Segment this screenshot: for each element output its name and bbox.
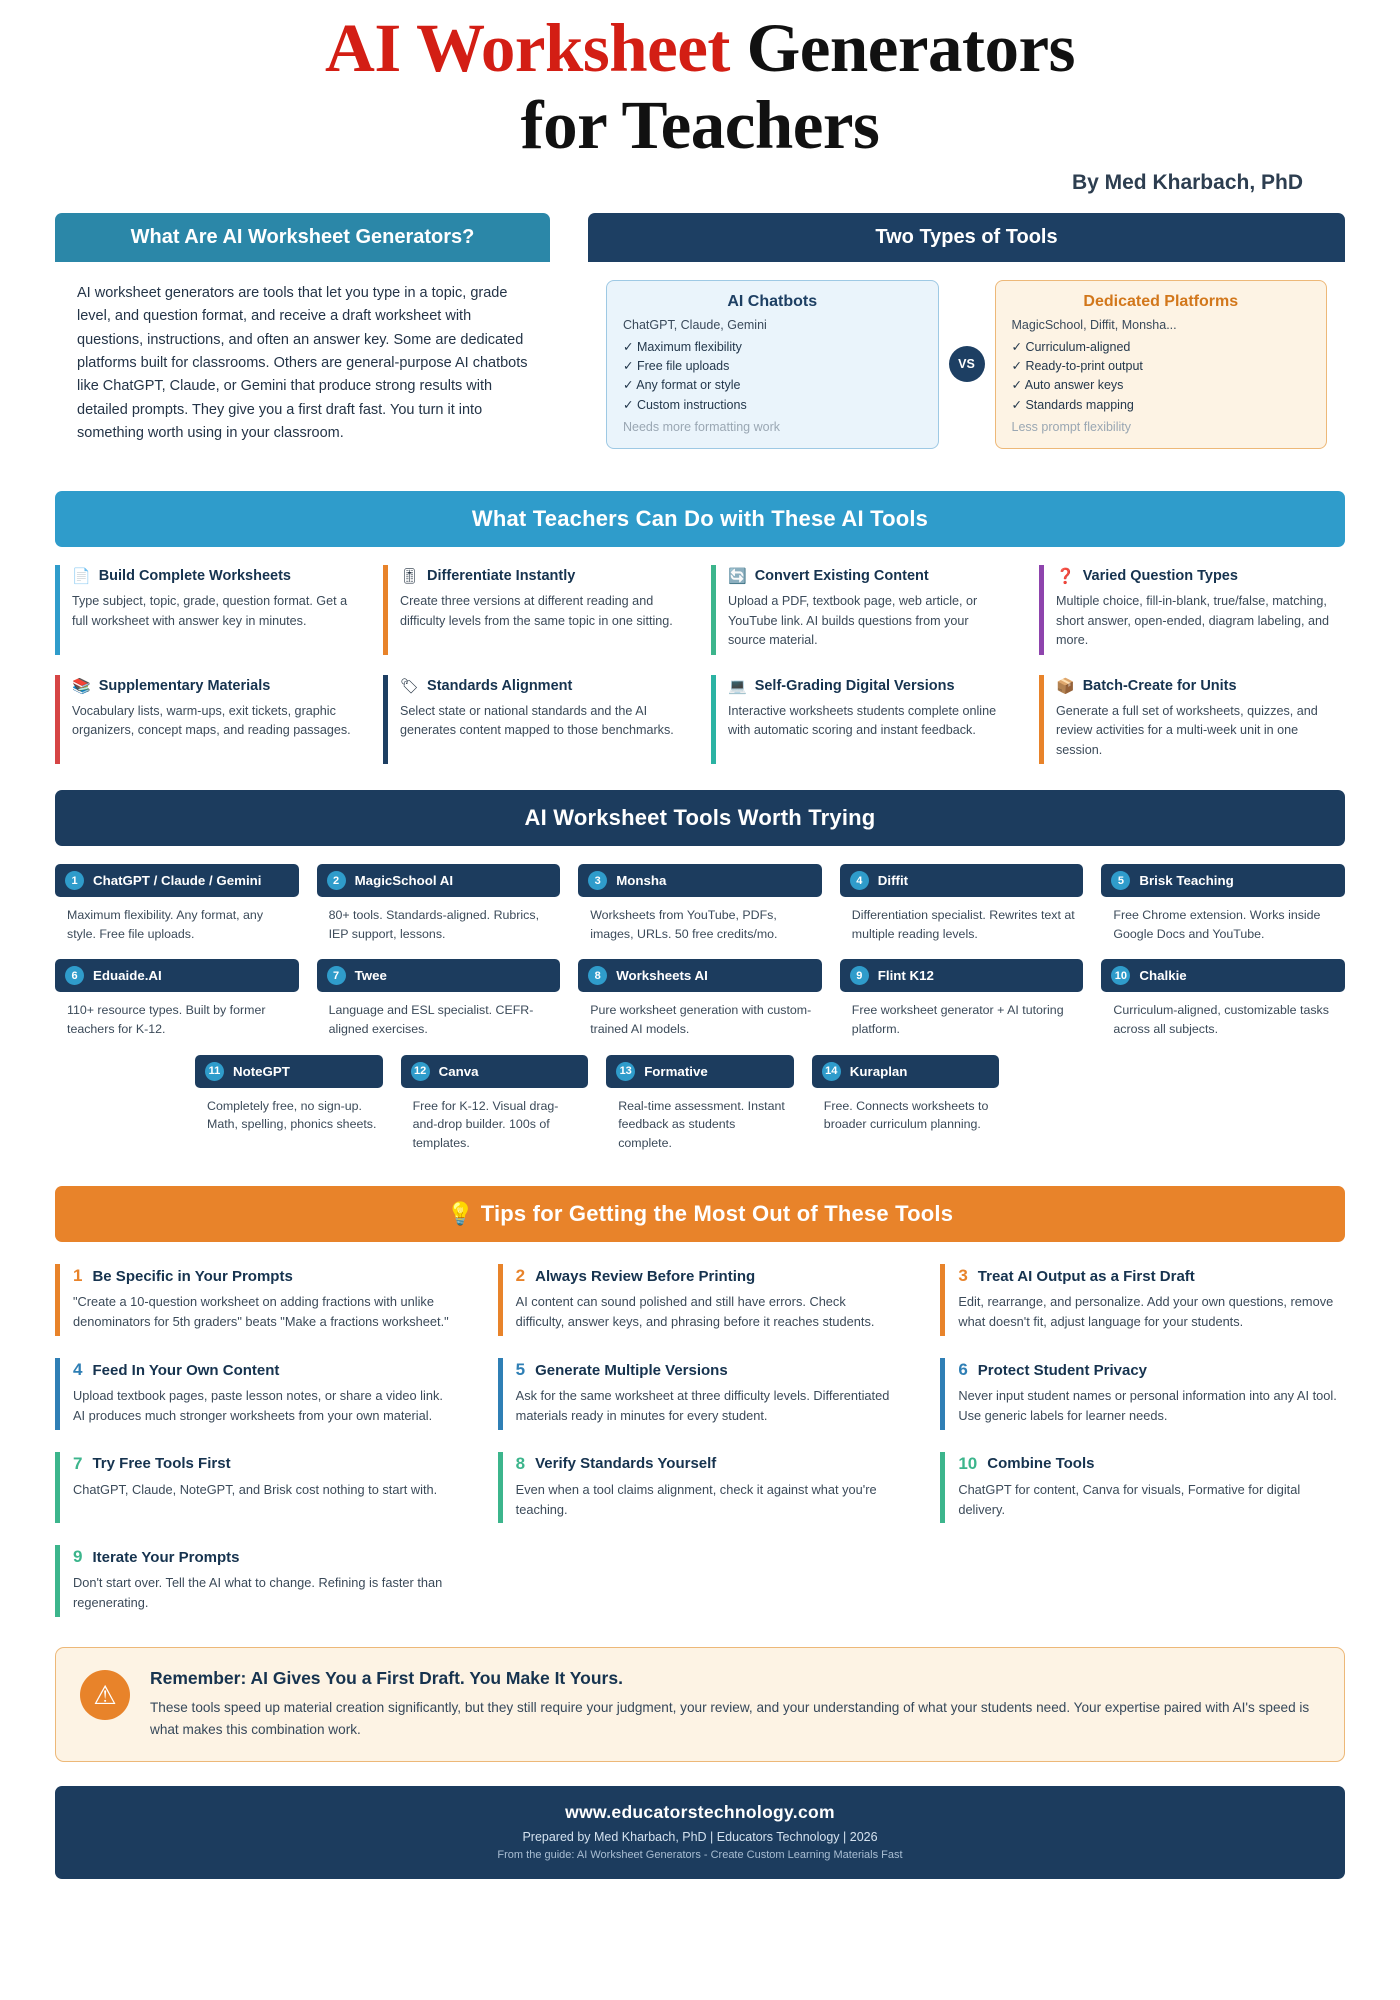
warning-icon: ⚠ bbox=[80, 1670, 130, 1720]
platforms-point: ✓ Standards mapping bbox=[1011, 397, 1134, 412]
tool-number: 8 bbox=[588, 966, 607, 985]
tools-heading: AI Worksheet Tools Worth Trying bbox=[55, 790, 1345, 846]
remember-callout bbox=[55, 1647, 1345, 1762]
tip-card bbox=[940, 1452, 1345, 1524]
tools-grid-row1 bbox=[55, 864, 1345, 943]
tip-card bbox=[498, 1264, 903, 1336]
capability-desc: Upload a PDF, textbook page, web article, or YouTube link. AI builds questions from your source material. bbox=[728, 594, 978, 648]
capability-desc: Create three versions at different reading and difficulty levels from the same topic in one sitting. bbox=[400, 594, 673, 628]
tool-number: 12 bbox=[411, 1062, 430, 1081]
page-title bbox=[55, 10, 1345, 165]
tool-desc: Completely free, no sign-up. Math, spelling, phonics sheets. bbox=[207, 1098, 377, 1132]
tool-card[interactable] bbox=[195, 1055, 383, 1153]
tip-desc: Even when a tool claims alignment, check it against what you're teaching. bbox=[515, 1481, 877, 1517]
tool-name: Monsha bbox=[616, 873, 667, 889]
tip-title: Try Free Tools First bbox=[92, 1455, 231, 1473]
chatbots-point: ✓ Any format or style bbox=[623, 378, 741, 393]
chatbots-point: ✓ Custom instructions bbox=[623, 397, 747, 412]
tool-card[interactable] bbox=[840, 864, 1084, 943]
tip-title: Iterate Your Prompts bbox=[92, 1548, 240, 1566]
capability-card bbox=[383, 565, 689, 655]
platforms-point: ✓ Ready-to-print output bbox=[1011, 358, 1143, 373]
platforms-title: Dedicated Platforms bbox=[1083, 292, 1239, 310]
tool-card[interactable] bbox=[578, 959, 822, 1038]
chatbots-note: Needs more formatting work bbox=[623, 420, 781, 435]
capability-desc: Multiple choice, fill-in-blank, true/false, matching, short answer, open-ended, diagram labeling, and more. bbox=[1056, 594, 1330, 648]
tool-number: 5 bbox=[1111, 871, 1130, 890]
tool-desc: Free for K-12. Visual drag-and-drop builder. 100s of templates. bbox=[412, 1098, 559, 1150]
capability-card bbox=[383, 675, 689, 765]
tool-number: 3 bbox=[588, 871, 607, 890]
tip-number: 4 bbox=[73, 1360, 83, 1380]
types-body bbox=[588, 262, 1345, 470]
tip-number: 8 bbox=[515, 1453, 526, 1473]
tip-card bbox=[55, 1452, 460, 1524]
footer-site-url[interactable]: www.educatorstechnology.com bbox=[565, 1801, 835, 1822]
tool-card[interactable] bbox=[812, 1055, 1000, 1153]
capability-card bbox=[55, 565, 361, 655]
tool-name: NoteGPT bbox=[233, 1063, 290, 1079]
tip-number: 5 bbox=[515, 1360, 526, 1380]
chatbots-point: ✓ Maximum flexibility bbox=[623, 339, 742, 354]
capabilities-grid bbox=[55, 565, 1345, 764]
tip-card bbox=[55, 1545, 460, 1617]
tool-name: Formative bbox=[644, 1063, 708, 1079]
tool-number: 7 bbox=[327, 966, 346, 985]
tip-title: Combine Tools bbox=[987, 1455, 1095, 1473]
remember-title: Remember: AI Gives You a First Draft. You Make It Yours. bbox=[150, 1668, 623, 1689]
capability-title: Build Complete Worksheets bbox=[98, 568, 291, 585]
tips-grid bbox=[55, 1264, 1345, 1617]
tip-card bbox=[498, 1358, 903, 1430]
chatbots-point: ✓ Free file uploads bbox=[623, 358, 730, 373]
tool-card[interactable] bbox=[317, 959, 561, 1038]
chatbots-sub: ChatGPT, Claude, Gemini bbox=[623, 317, 767, 332]
capability-desc: Type subject, topic, grade, question format. Get a full worksheet with answer key in minutes. bbox=[72, 594, 348, 628]
capability-title: Standards Alignment bbox=[427, 677, 573, 694]
title-part-red: AI Worksheet bbox=[325, 10, 730, 86]
tip-desc: Ask for the same worksheet at three difficulty levels. Differentiated materials ready in minutes for every student. bbox=[515, 1388, 890, 1423]
tool-desc: Pure worksheet generation with custom-trained AI models. bbox=[590, 1003, 812, 1036]
tool-name: Flint K12 bbox=[877, 968, 934, 984]
tool-card[interactable] bbox=[317, 864, 561, 943]
tool-desc: Differentiation specialist. Rewrites text at multiple reading levels. bbox=[851, 908, 1075, 941]
tip-desc: ChatGPT for content, Canva for visuals, Formative for digital delivery. bbox=[958, 1481, 1301, 1517]
tool-desc: Free worksheet generator + AI tutoring platform. bbox=[851, 1003, 1064, 1036]
tool-desc: Worksheets from YouTube, PDFs, images, URLs. 50 free credits/mo. bbox=[590, 908, 778, 941]
capability-card bbox=[1039, 565, 1345, 655]
slider-icon: 🎚 bbox=[400, 568, 420, 586]
capability-title: Varied Question Types bbox=[1082, 568, 1238, 585]
tip-title: Always Review Before Printing bbox=[535, 1267, 756, 1285]
tool-name: Worksheets AI bbox=[616, 968, 708, 984]
tip-desc: Edit, rearrange, and personalize. Add your own questions, remove what doesn't fit, adjust language for your students. bbox=[958, 1294, 1334, 1330]
tool-number: 2 bbox=[327, 871, 346, 890]
tool-card[interactable] bbox=[1101, 959, 1345, 1038]
type-card-chatbots bbox=[606, 280, 939, 450]
footer-guide-note: From the guide: AI Worksheet Generators - Create Custom Learning Materials Fast bbox=[497, 1848, 903, 1861]
tool-number: 14 bbox=[822, 1062, 841, 1081]
tip-number: 9 bbox=[73, 1547, 83, 1567]
tool-number: 11 bbox=[205, 1062, 224, 1081]
platforms-point: ✓ Curriculum-aligned bbox=[1011, 339, 1131, 354]
tip-desc: AI content can sound polished and still have errors. Check difficulty, answer keys, and phrasing before it reaches students. bbox=[515, 1294, 875, 1330]
intro-heading: What Are AI Worksheet Generators? bbox=[55, 213, 550, 262]
tool-number: 9 bbox=[850, 966, 869, 985]
platforms-sub: MagicSchool, Diffit, Monsha... bbox=[1011, 317, 1177, 332]
capability-desc: Select state or national standards and the AI generates content mapped to those benchmarks. bbox=[400, 703, 674, 738]
tip-desc: Don't start over. Tell the AI what to change. Refining is faster than regenerating. bbox=[73, 1575, 443, 1611]
tool-card[interactable] bbox=[578, 864, 822, 943]
tool-desc: 80+ tools. Standards-aligned. Rubrics, IEP support, lessons. bbox=[328, 908, 540, 941]
tool-number: 4 bbox=[850, 871, 869, 890]
question-icon: ❓ bbox=[1056, 568, 1075, 586]
tools-grid-row3 bbox=[55, 1055, 1345, 1153]
tip-card bbox=[55, 1358, 460, 1430]
tool-number: 1 bbox=[65, 871, 84, 890]
capability-desc: Interactive worksheets students complete online with automatic scoring and instant feedback. bbox=[728, 703, 997, 738]
title-part-black: Generators bbox=[729, 10, 1075, 86]
capability-title: Self-Grading Digital Versions bbox=[754, 677, 955, 694]
platforms-note: Less prompt flexibility bbox=[1011, 420, 1131, 435]
tip-title: Be Specific in Your Prompts bbox=[92, 1267, 293, 1285]
title-line-2: for Teachers bbox=[520, 87, 880, 164]
tip-title: Feed In Your Own Content bbox=[92, 1361, 280, 1379]
capability-desc: Vocabulary lists, warm-ups, exit tickets, graphic organizers, concept maps, and reading passages. bbox=[72, 703, 351, 738]
tool-name: Canva bbox=[438, 1063, 479, 1079]
tool-desc: Free Chrome extension. Works inside Google Docs and YouTube. bbox=[1113, 908, 1321, 941]
types-heading: Two Types of Tools bbox=[588, 213, 1345, 262]
page-header bbox=[55, 0, 1345, 195]
document-icon: 📄 bbox=[72, 568, 91, 586]
type-card-platforms bbox=[995, 280, 1328, 450]
capability-desc: Generate a full set of worksheets, quizzes, and review activities for a multi-week unit in one session. bbox=[1056, 703, 1318, 757]
tip-card bbox=[55, 1264, 460, 1336]
capability-title: Batch-Create for Units bbox=[1082, 677, 1237, 694]
tip-number: 2 bbox=[515, 1266, 526, 1286]
tool-name: Chalkie bbox=[1139, 968, 1187, 984]
box-icon: 📦 bbox=[1056, 677, 1075, 695]
tip-number: 7 bbox=[73, 1453, 83, 1473]
tip-desc: "Create a 10-question worksheet on adding fractions with unlike denominators for 5th graders" beats "Make a fractions worksheet." bbox=[73, 1294, 449, 1330]
page-footer bbox=[55, 1786, 1345, 1879]
capability-title: Supplementary Materials bbox=[98, 677, 271, 694]
tip-desc: ChatGPT, Claude, NoteGPT, and Brisk cost nothing to start with. bbox=[73, 1481, 438, 1497]
tip-desc: Upload textbook pages, paste lesson notes, or share a video link. AI produces much stronger worksheets from your own material. bbox=[73, 1388, 443, 1423]
types-panel bbox=[588, 213, 1345, 470]
capability-card bbox=[1039, 675, 1345, 765]
tool-number: 13 bbox=[616, 1062, 635, 1081]
tip-number: 1 bbox=[73, 1266, 83, 1286]
capability-title: Convert Existing Content bbox=[754, 568, 929, 585]
intro-body: AI worksheet generators are tools that let you type in a topic, grade level, and question format, and receive a draft worksheet with questions, instructions, and often an answer key. Some are dedicated platforms built for classrooms. Others are general-purpose AI chatbots like ChatGPT, Claude, or Gemini that produce strong results with detailed prompts. They give you a first draft fast. You turn it into something worth using in your classroom. bbox=[55, 262, 550, 464]
footer-prepared-by: Prepared by Med Kharbach, PhD | Educators Technology | 2026 bbox=[522, 1829, 878, 1844]
laptop-icon: 💻 bbox=[728, 677, 747, 695]
tip-card bbox=[940, 1264, 1345, 1336]
tool-card[interactable] bbox=[401, 1055, 589, 1153]
tip-title: Treat AI Output as a First Draft bbox=[977, 1267, 1195, 1285]
tool-card[interactable] bbox=[606, 1055, 794, 1153]
tool-desc: Maximum flexibility. Any format, any style. Free file uploads. bbox=[67, 908, 264, 941]
intro-panel bbox=[55, 213, 550, 470]
tool-name: Kuraplan bbox=[849, 1063, 908, 1079]
vs-badge: VS bbox=[949, 346, 985, 382]
tool-desc: Curriculum-aligned, customizable tasks across all subjects. bbox=[1113, 1003, 1329, 1036]
tool-name: MagicSchool AI bbox=[354, 873, 454, 889]
tool-name: Diffit bbox=[877, 873, 909, 889]
tool-desc: 110+ resource types. Built by former teachers for K-12. bbox=[67, 1003, 266, 1036]
remember-text: These tools speed up material creation significantly, but they still require your judgment, your review, and your understanding of what your students need. Your expertise paired with AI's speed is what makes this combination work. bbox=[150, 1700, 1310, 1737]
tip-card bbox=[940, 1358, 1345, 1430]
tag-icon: 🏷 bbox=[400, 677, 420, 695]
top-row bbox=[55, 213, 1345, 470]
books-icon: 📚 bbox=[72, 677, 91, 695]
convert-icon: 🔄 bbox=[728, 568, 747, 586]
tools-grid-row2 bbox=[55, 959, 1345, 1038]
tip-number: 10 bbox=[958, 1453, 978, 1473]
tool-desc: Language and ESL specialist. CEFR-aligned exercises. bbox=[328, 1003, 534, 1036]
capabilities-heading: What Teachers Can Do with These AI Tools bbox=[55, 491, 1345, 547]
tip-card bbox=[498, 1452, 903, 1524]
tool-card[interactable] bbox=[840, 959, 1084, 1038]
tip-title: Verify Standards Yourself bbox=[535, 1455, 717, 1473]
tool-desc: Free. Connects worksheets to broader curriculum planning. bbox=[823, 1098, 989, 1132]
tool-card[interactable] bbox=[55, 959, 299, 1038]
chatbots-title: AI Chatbots bbox=[727, 292, 818, 310]
tool-name: Eduaide.AI bbox=[93, 968, 162, 984]
platforms-point: ✓ Auto answer keys bbox=[1011, 378, 1124, 393]
tool-card[interactable] bbox=[55, 864, 299, 943]
tool-desc: Real-time assessment. Instant feedback as students complete. bbox=[618, 1098, 785, 1150]
capability-card bbox=[711, 565, 1017, 655]
tip-number: 3 bbox=[958, 1266, 968, 1286]
tip-desc: Never input student names or personal information into any AI tool. Use generic labels for learner needs. bbox=[958, 1388, 1337, 1423]
tip-title: Protect Student Privacy bbox=[977, 1361, 1148, 1379]
tool-number: 6 bbox=[65, 966, 84, 985]
tip-number: 6 bbox=[958, 1360, 968, 1380]
capability-title: Differentiate Instantly bbox=[427, 568, 576, 585]
capability-card bbox=[55, 675, 361, 765]
tips-heading: 💡 Tips for Getting the Most Out of These Tools bbox=[55, 1186, 1345, 1242]
tool-name: Twee bbox=[354, 968, 387, 984]
tool-name: ChatGPT / Claude / Gemini bbox=[93, 873, 262, 889]
byline: By Med Kharbach, PhD bbox=[1071, 170, 1303, 194]
tips-section bbox=[55, 1186, 1345, 1621]
tools-section bbox=[55, 790, 1345, 1156]
tool-card[interactable] bbox=[1101, 864, 1345, 943]
capability-card bbox=[711, 675, 1017, 765]
tool-name: Brisk Teaching bbox=[1139, 873, 1234, 889]
tool-number: 10 bbox=[1111, 966, 1130, 985]
tip-title: Generate Multiple Versions bbox=[535, 1361, 728, 1379]
capabilities-section bbox=[55, 491, 1345, 768]
